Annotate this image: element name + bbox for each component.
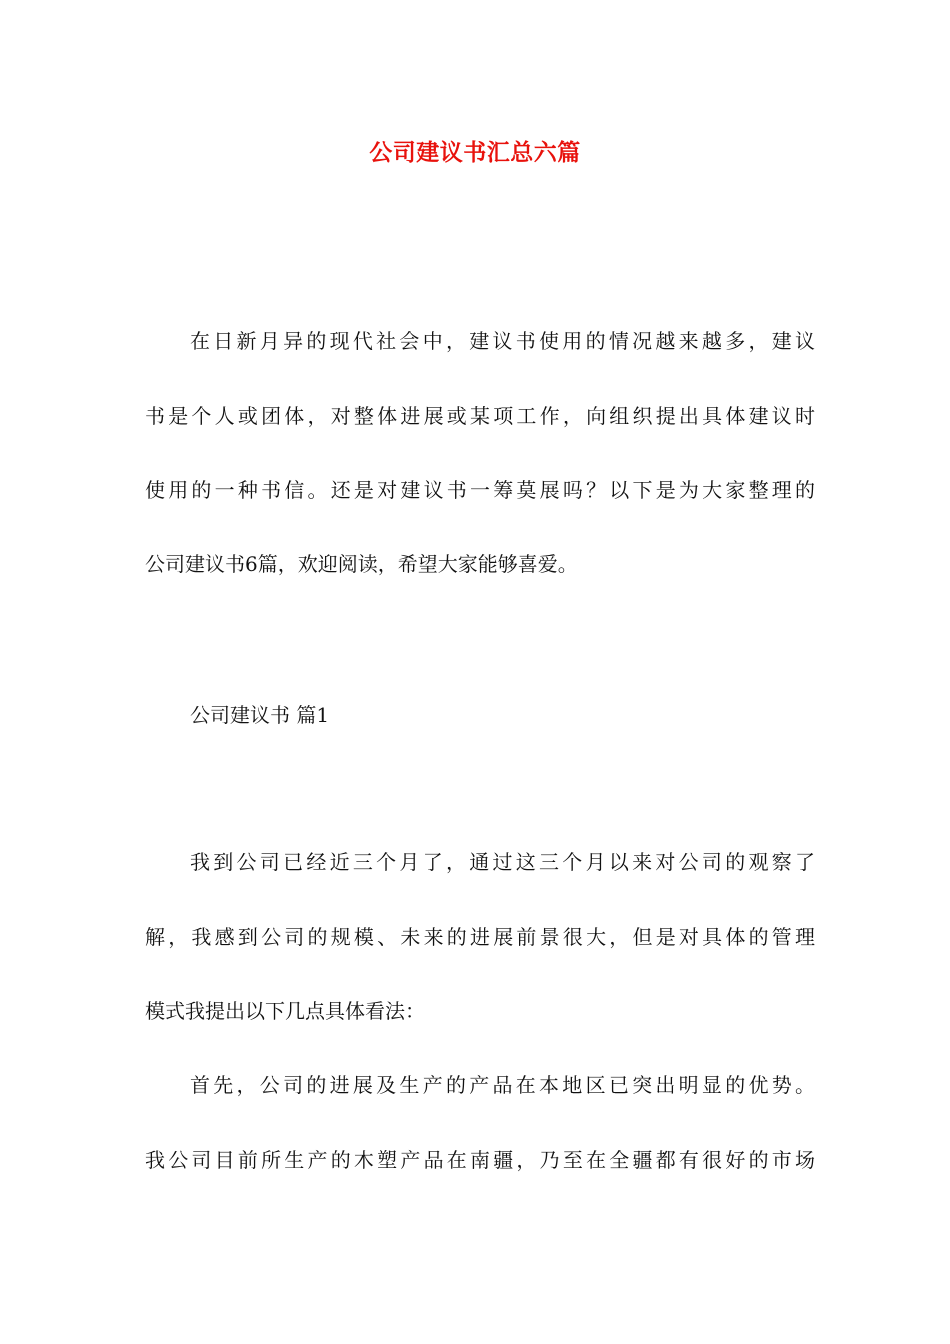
para2-line-2: 我公司目前所生产的木塑产品在南疆，乃至在全疆都有很好的市场 [145,1148,815,1172]
para1-line-1: 我到公司已经近三个月了，通过这三个月以来对公司的观察了 [190,850,815,874]
intro-line-1: 在日新月异的现代社会中，建议书使用的情况越来越多，建议 [190,329,815,353]
intro-line-2: 书是个人或团体，对整体进展或某项工作，向组织提出具体建议时 [145,404,815,428]
para1-line-2: 解，我感到公司的规模、未来的进展前景很大，但是对具体的管理 [145,925,815,949]
section-heading: 公司建议书 篇1 [190,703,330,727]
para2-line-1: 首先，公司的进展及生产的产品在本地区已突出明显的优势。 [190,1073,815,1097]
para1-line-3: 模式我提出以下几点具体看法： [145,999,425,1023]
intro-line-4: 公司建议书6篇，欢迎阅读，希望大家能够喜爱。 [145,552,578,576]
document-title: 公司建议书汇总六篇 [369,139,581,166]
intro-line-3: 使用的一种书信。还是对建议书一筹莫展吗？以下是为大家整理的 [145,478,815,502]
